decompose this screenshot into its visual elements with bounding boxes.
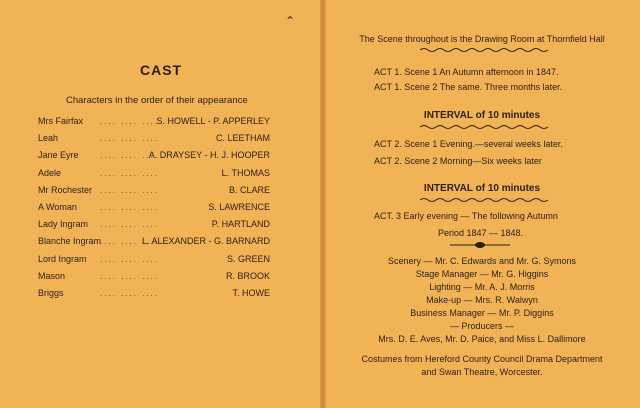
leader-dots: .... .... .... [100, 185, 160, 195]
wavy-divider [420, 47, 550, 53]
leader-dots: .... .... .... [100, 254, 160, 264]
costumes-line-2: and Swan Theatre, Worcester. [421, 367, 543, 377]
wavy-divider [420, 124, 550, 130]
leader-dots: .... .... .... [100, 151, 160, 161]
cast-actor: A. DRAYSEY - H. J. HOOPER [148, 150, 270, 161]
cast-role: Leah [38, 133, 59, 144]
period: Period 1847 — 1848. [438, 228, 524, 238]
act2-scene1: ACT 2. Scene 1 Evening.—several weeks later. [374, 139, 563, 149]
leader-dots: .... .... .... [100, 220, 160, 230]
cast-actor: L. THOMAS [221, 167, 270, 178]
cast-actor: S. LAWRENCE [208, 202, 270, 212]
interval-1: INTERVAL of 10 minutes [423, 110, 541, 121]
producers-names: Mrs. D. E. Aves, Mr. D. Paice, and Miss L. Dallimore [378, 334, 586, 344]
pencil-mark-icon: ⌃ [285, 14, 296, 28]
cast-actor: L. ALEXANDER - G. BARNARD [141, 236, 270, 247]
wavy-divider [420, 197, 550, 203]
credit-scenery: Scenery — Mr. C. Edwards and Mr. G. Symons [387, 256, 577, 266]
cast-actor: C. LEETHAM [215, 133, 270, 144]
cast-role: Blanche Ingram [38, 236, 102, 247]
cast-role: Mrs Fairfax [38, 116, 83, 126]
leader-dots: .... .... .... [100, 117, 160, 126]
act1-scene2: ACT 1. Scene 2 The same. Three months later. [374, 82, 563, 92]
right-page [324, 0, 640, 408]
leader-dots: .... .... .... [100, 168, 160, 178]
interval-2: INTERVAL of 10 minutes [423, 183, 541, 194]
cast-role: Jane Eyre [38, 150, 79, 161]
cast-title: CAST [140, 62, 183, 78]
cast-actor: P. HARTLAND [211, 219, 270, 230]
producers-label: — Producers — [449, 321, 515, 331]
cast-role: Lady Ingram [38, 219, 89, 230]
act2-scene2: ACT 2. Scene 2 Morning—Six weeks later [374, 156, 542, 166]
act1-scene1: ACT 1. Scene 1 An Autumn afternoon in 1847. [374, 67, 559, 77]
cast-actor: T. HOWE [232, 288, 270, 298]
cast-role: Lord Ingram [38, 253, 87, 264]
act3: ACT. 3 Early evening — The following Autumn [374, 211, 558, 221]
cast-role: Adele [38, 167, 62, 178]
cast-actor: S. HOWELL - P. APPERLEY [156, 116, 270, 126]
cast-actor: S. GREEN [226, 253, 270, 264]
credit-business-manager: Business Manager — Mr. P. Diggins [410, 308, 554, 318]
ornament-divider-icon [450, 241, 510, 249]
leader-dots: .... .... .... [100, 271, 160, 281]
scene-setting: The Scene throughout is the Drawing Room at Thornfield Hall [359, 34, 605, 44]
cast-role: Briggs [38, 288, 64, 298]
cast-role: Mr Rochester [38, 184, 93, 195]
cast-actor: R. BROOK [225, 270, 270, 281]
leader-dots: .... .... .... [100, 134, 160, 144]
cast-role: Mason [38, 270, 66, 281]
costumes-line-1: Costumes from Hereford County Council Drama Department [361, 354, 603, 364]
leader-dots: .... .... .... [100, 289, 160, 298]
cast-actor: B. CLARE [228, 184, 270, 195]
page-fold [320, 0, 326, 408]
cast-subtitle: Characters in the order of their appearance [66, 95, 248, 106]
leader-dots: .... .... .... [100, 203, 160, 212]
cast-role: A Woman [38, 202, 77, 212]
leader-dots: .... .... .... [100, 237, 160, 247]
credit-lighting: Lighting — Mr. A. J. Morris [429, 282, 535, 292]
credit-makeup: Make-up — Mrs. R. Walwyn [426, 295, 538, 305]
credit-stage-manager: Stage Manager — Mr. G. Higgins [415, 269, 549, 279]
